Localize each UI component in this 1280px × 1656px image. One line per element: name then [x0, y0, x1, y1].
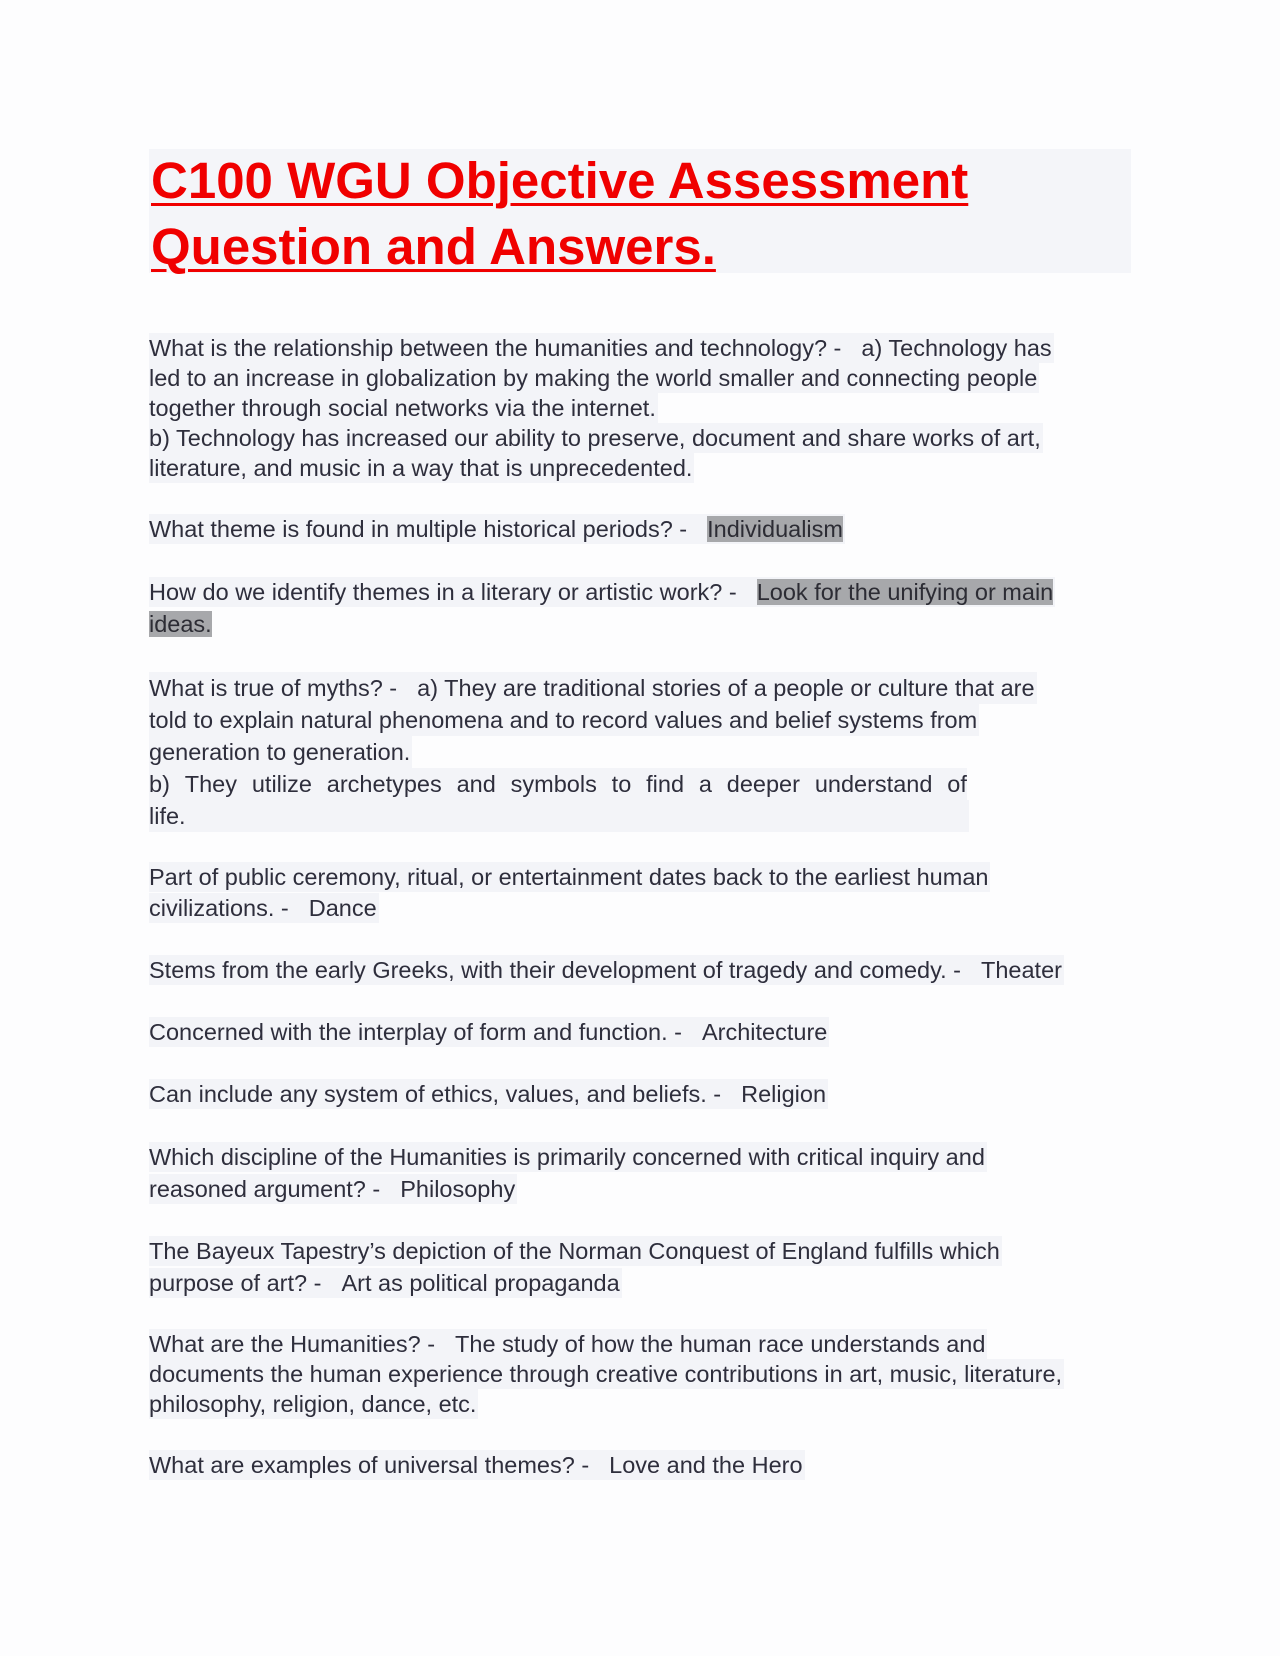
word: utilize	[251, 771, 312, 797]
answer: told to explain natural phenomena and to record values and belief systems from	[149, 704, 979, 736]
highlighted-answer: Look for the unifying or main	[756, 579, 1054, 605]
justified-answer-line	[149, 768, 967, 800]
word: symbols	[510, 771, 597, 797]
question: Concerned with the interplay of form and function. -	[149, 1019, 682, 1045]
answer: together through social networks via the internet.	[149, 395, 656, 421]
qa-item-12	[149, 1450, 805, 1480]
question: The Bayeux Tapestry’s depiction of the Norman Conquest of England fulfills which	[149, 1238, 1000, 1264]
qa-item-3	[149, 577, 1055, 641]
answer: literature, and music in a way that is unprecedented.	[149, 455, 693, 481]
answer: Philosophy	[400, 1176, 516, 1202]
answer: Architecture	[701, 1019, 828, 1045]
question: What are the Humanities? -	[149, 1331, 436, 1357]
answer: b) Technology has increased our ability to preserve, document and share works of art,	[149, 425, 1041, 451]
answer: philosophy, religion, dance, etc.	[149, 1391, 477, 1417]
question: What are examples of universal themes? -	[149, 1452, 590, 1478]
document-title	[151, 148, 1131, 280]
answer: Theater	[980, 957, 1062, 983]
qa-item-9	[149, 1142, 987, 1204]
question: civilizations. -	[149, 895, 289, 921]
answer: Love and the Hero	[609, 1452, 803, 1478]
answer: documents the human experience through creative contributions in art, music, literature,	[149, 1361, 1063, 1387]
question: Part of public ceremony, ritual, or entertainment dates back to the earliest human	[149, 864, 989, 890]
title-line-2: Question and Answers.	[151, 218, 716, 275]
answer: generation to generation.	[149, 736, 412, 768]
qa-item-8	[149, 1079, 828, 1109]
answer: a) Technology has	[861, 335, 1052, 361]
answer: Religion	[741, 1081, 827, 1107]
word: of	[947, 771, 967, 797]
qa-item-10	[149, 1236, 1002, 1298]
word: deeper	[726, 771, 800, 797]
word: a	[698, 771, 712, 797]
question: purpose of art? -	[149, 1270, 322, 1296]
word: They	[184, 771, 237, 797]
word: and	[456, 771, 496, 797]
qa-item-7	[149, 1017, 829, 1047]
qa-item-5	[149, 862, 990, 923]
word: b)	[149, 771, 170, 797]
question: Stems from the early Greeks, with their development of tragedy and comedy. -	[149, 957, 961, 983]
highlighted-answer: Individualism	[707, 516, 843, 542]
answer: Dance	[308, 895, 377, 921]
qa-item-1	[149, 333, 1054, 483]
answer: a) They are traditional stories of a people or culture that are	[417, 675, 1035, 701]
qa-item-11	[149, 1329, 1064, 1419]
qa-item-2	[149, 514, 845, 544]
qa-item-6	[149, 955, 1064, 985]
answer: Art as political propaganda	[341, 1270, 620, 1296]
word: find	[646, 771, 685, 797]
word: archetypes	[326, 771, 442, 797]
answer: The study of how the human race understands and	[455, 1331, 986, 1357]
question: What is the relationship between the humanities and technology? -	[149, 335, 842, 361]
question: reasoned argument? -	[149, 1176, 381, 1202]
title-line-1: C100 WGU Objective Assessment	[151, 152, 969, 209]
qa-item-4	[149, 672, 1037, 832]
answer: led to an increase in globalization by making the world smaller and connecting people	[149, 365, 1038, 391]
word: to	[611, 771, 632, 797]
answer: life.	[149, 800, 969, 832]
question: What is true of myths? -	[149, 675, 398, 701]
question: How do we identify themes in a literary or artistic work? -	[149, 579, 737, 605]
question: Which discipline of the Humanities is primarily concerned with critical inquiry and	[149, 1144, 985, 1170]
highlighted-answer: ideas.	[149, 611, 212, 637]
word: understand	[814, 771, 933, 797]
question: Can include any system of ethics, values, and beliefs. -	[149, 1081, 722, 1107]
question: What theme is found in multiple historical periods? -	[149, 516, 688, 542]
